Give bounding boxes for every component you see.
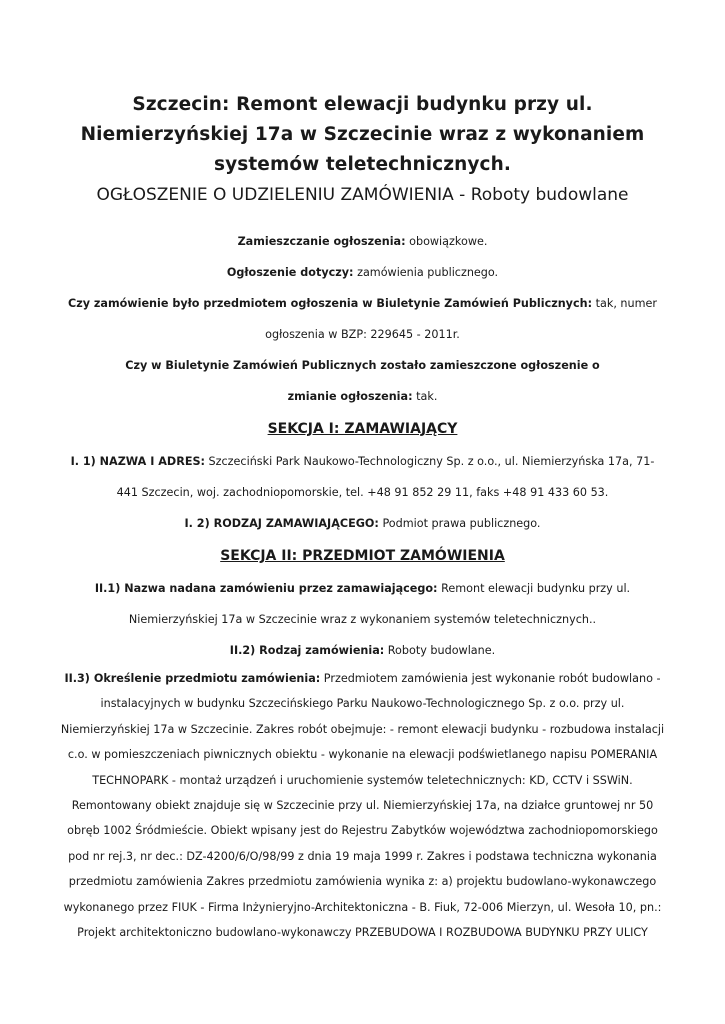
meta-label: Ogłoszenie dotyczy: (226, 266, 354, 279)
meta-value: obowiązkowe. (405, 235, 488, 248)
item-value: Remont elewacji budynku przy ul. Niemierzyńskiej 17a w Szczecinie wraz z wykonaniem systemów teletechnicznych.. (128, 582, 631, 626)
item-label: II.3) Określenie przedmiotu zamówienia: (64, 672, 321, 685)
meta-value: tak. (412, 390, 438, 403)
meta-row-placement (60, 226, 665, 257)
section-2-heading: SEKCJA II: PRZEDMIOT ZAMÓWIENIA (220, 548, 505, 564)
section-2-item-name (60, 573, 665, 635)
section-2-item-type (60, 635, 665, 666)
item-label: II.2) Rodzaj zamówienia: (229, 644, 385, 657)
meta-label: Zamieszczanie ogłoszenia: (237, 235, 406, 248)
meta-value: zamówienia publicznego. (353, 266, 499, 279)
section-1-item-name-address (60, 446, 665, 508)
section-2-item-description (60, 666, 665, 945)
section-1-item-type (60, 508, 665, 539)
meta-row-bzp (60, 288, 665, 350)
item-label: I. 2) RODZAJ ZAMAWIAJĄCEGO: (184, 517, 379, 530)
item-value: Podmiot prawa publicznego. (378, 517, 541, 530)
meta-row-concerns (60, 257, 665, 288)
section-1-heading: SEKCJA I: ZAMAWIAJĄCY (267, 421, 458, 437)
item-value: Roboty budowlane. (384, 644, 496, 657)
meta-label: Czy w Biuletynie Zamówień Publicznych zostało zamieszczone ogłoszenie o zmianie ogłoszenia: (125, 359, 600, 403)
document-subtitle: OGŁOSZENIE O UDZIELENIU ZAMÓWIENIA - Roboty budowlane (96, 185, 629, 205)
item-label: II.1) Nazwa nadana zamówieniu przez zamawiającego: (94, 582, 438, 595)
item-label: I. 1) NAZWA I ADRES: (70, 455, 205, 468)
item-value: Przedmiotem zamówienia jest wykonanie robót budowlano - instalacyjnych w budynku Szczecińskiego Parku Naukowo-Technologicznego Sp. z o.o. przy ul. Niemierzyńskiej 17a w Szczecinie. Zakres robót obejmuje: - remont elewacji budynku - rozbudowa instalacji c.o. w pomieszczeniach piwnicznych obiektu - wykonanie na elewacji podświetlanego napisu POMERANIA TECHNOPARK - montaż urządzeń i uruchomienie systemów teletechnicznych: KD, CCTV i SSWiN. Remontowany obiekt znajduje się w Szczecinie przy ul. Niemierzyńskiej 17a, na działce gruntowej nr 50 obręb 1002 Śródmieście. Obiekt wpisany jest do Rejestru Zabytków województwa zachodniopomorskiego pod nr rej.3, nr dec.: DZ-4200/6/O/98/99 z dnia 19 maja 1999 r. Zakres i podstawa techniczna wykonania przedmiotu zamówienia Zakres przedmiotu zamówienia wynika z: a) projektu budowlano-wykonawczego wykonanego przez FIUK - Firma Inżynieryjno-Architektoniczna - B. Fiuk, 72-006 Mierzyn, ul. Wesoła 10, pn.: Projekt architektoniczno budowlano-wykonawczy PRZEBUDOWA I ROZBUDOWA BUDYNKU PRZY ULICY (60, 672, 665, 940)
meta-row-change (60, 350, 665, 412)
item-value: Szczeciński Park Naukowo-Technologiczny Sp. z o.o., ul. Niemierzyńska 17a, 71-441 Szczecin, woj. zachodniopomorskie, tel. +48 91 852 29 11, faks +48 91 433 60 53. (116, 455, 655, 499)
document-title: Szczecin: Remont elewacji budynku przy ul. Niemierzyńskiej 17a w Szczecinie wraz z wykonaniem systemów teletechnicznych. (80, 94, 645, 175)
meta-value: tak, numer ogłoszenia w BZP: 229645 - 2011r. (265, 297, 657, 341)
meta-label: Czy zamówienie było przedmiotem ogłoszenia w Biuletynie Zamówień Publicznych: (67, 297, 593, 310)
